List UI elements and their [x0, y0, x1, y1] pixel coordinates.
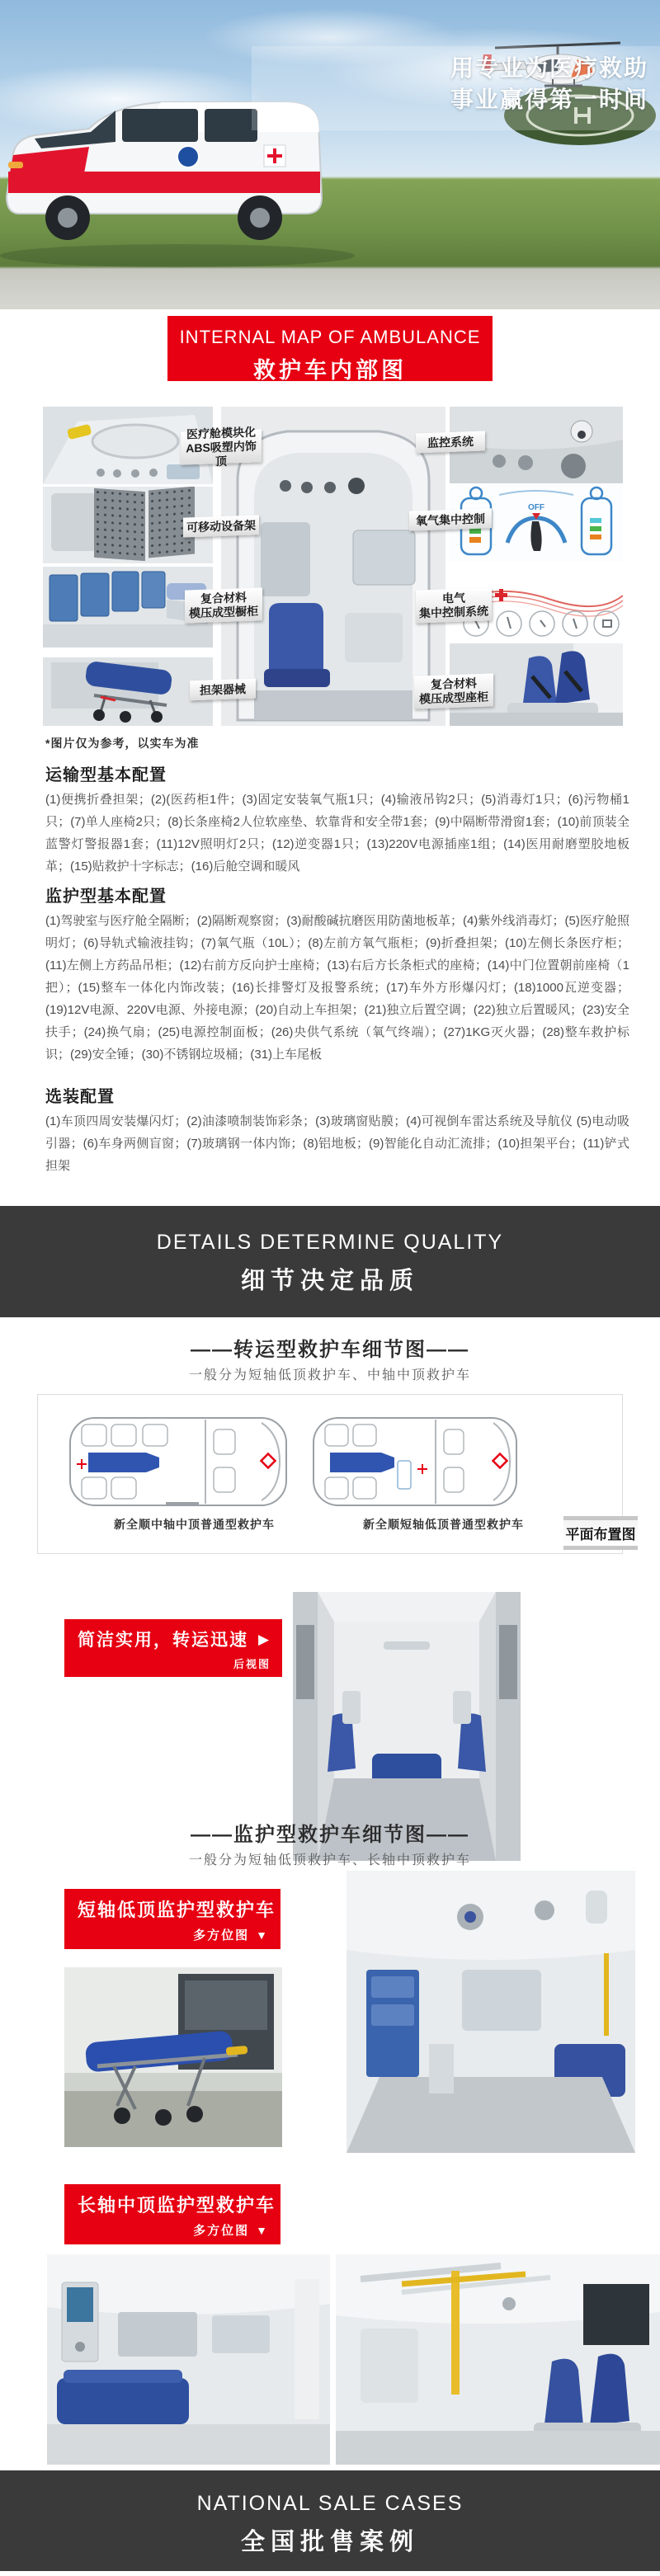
label-cabinet-line2: 模压成型橱柜: [189, 604, 258, 620]
diagram-label-ceiling: [181, 425, 262, 468]
floorplan-badge: 平面布置图: [563, 1516, 638, 1550]
sales-banner: [0, 2470, 660, 2571]
config-body-transport: (1)便携折叠担架；(2)(医药柜1件；(3)固定安装氧气瓶1只；(4)输液吊钩2只；(5)消毒灯1只；(6)污物桶1只；(7)单人座椅2只；(8)长条座椅2人位软座垫、软靠背和安全带1套；(9)中隔断带滑窗1套；(10)前顶装全蓝警灯警报器1套；(11)12V照明灯2只；(12)逆变器1只；(13)220V电源插座1组；(14)医用耐磨塑胶地板革；(15)贴救护十字标志；(16)后舱空调和暖风: [45, 793, 629, 874]
photo-short-axle-interior: [346, 1871, 635, 2153]
config-body-optional: (1)车顶四周安装爆闪灯；(2)油漆喷制装饰彩条；(3)玻璃窗贴膜；(4)可视倒车雷达系统及导航仪 (5)电动吸引器；(6)车身两侧盲窗；(7)玻璃钢一体内饰；(8)铝地板；(9)智能化自动汇流排；(10)担架平台；(11)铲式担架: [45, 1114, 629, 1173]
label-electric-line1: 电气: [442, 591, 465, 605]
floorplan-caption-right: 新全顺短轴低顶普通型救护车: [363, 1518, 524, 1531]
long-axle-ribbon-title: 长轴中顶监护型救护车: [78, 2195, 276, 2216]
label-seatcab-line1: 复合材料: [431, 676, 477, 691]
floorplan-van-mid-axle: [67, 1411, 290, 1512]
monitor-section-subtitle: 一般分为短轴低顶救护车、长轴中顶救护车: [188, 1853, 471, 1867]
diagram-label-stretcher: [190, 679, 256, 701]
label-electric-line2: 集中控制系统: [419, 604, 488, 620]
play-triangle-icon: ▶: [258, 1631, 271, 1647]
label-stretcher-text: 担架器械: [200, 681, 246, 697]
photo-loading-stretcher: [64, 1967, 282, 2147]
diagram-label-cabinet: [185, 587, 262, 623]
slogan-line-1: 用专业为医疗救助: [450, 55, 648, 81]
slogan-line-2: 事业赢得第一时间: [450, 87, 648, 112]
config-heading-optional: 选装配置: [45, 1088, 115, 1106]
internal-map-title-cn: 救护车内部图: [253, 358, 407, 383]
label-cabinet-line1: 复合材料: [200, 591, 247, 605]
label-rack-text: 可移动设备架: [186, 518, 256, 534]
transfer-ribbon: [64, 1619, 282, 1677]
photo-long-axle-interior-left: [47, 2254, 330, 2465]
short-axle-ribbon: [64, 1889, 299, 1949]
label-oxygen-text: 氧气集中控制: [416, 511, 485, 527]
photo-stretcher: [43, 657, 213, 726]
transfer-ribbon-title: 简洁实用，转运迅速: [78, 1631, 248, 1650]
diagram-label-monitor: [416, 431, 485, 454]
label-ceiling-line1: 医疗舱模块化: [186, 425, 256, 440]
long-axle-ribbon: [64, 2184, 299, 2244]
internal-map-title-en: INTERNAL MAP OF AMBULANCE: [179, 327, 481, 347]
diagram-label-oxygen: [409, 508, 492, 530]
label-monitor-text: 监控系统: [427, 434, 474, 450]
transfer-ribbon-tag: 后视图: [233, 1658, 271, 1670]
config-heading-monitor: 监护型基本配置: [45, 888, 167, 906]
triangle-down-icon: ▼: [256, 2223, 269, 2237]
short-axle-ribbon-title: 短轴低顶监护型救护车: [78, 1900, 276, 1920]
internal-map-banner: [167, 316, 493, 381]
diagram-label-rack: [183, 515, 259, 537]
play-triangle-icon: ▶: [285, 1901, 299, 1917]
sales-title-en: NATIONAL SALE CASES: [196, 2492, 464, 2515]
transfer-section-subtitle: 一般分为短轴低顶救护车、中轴中顶救护车: [188, 1368, 471, 1382]
details-title-cn: 细节决定品质: [240, 1268, 419, 1294]
rack-panel-left: [94, 488, 145, 561]
details-title-en: DETAILS DETERMINE QUALITY: [156, 1231, 504, 1254]
diagram-label-seat-cabinet: [414, 673, 493, 709]
floorplan-caption-left: 新全顺中轴中顶普通型救护车: [114, 1518, 275, 1531]
hero-slogan: [446, 53, 653, 115]
triangle-down-icon: ▼: [256, 1928, 269, 1942]
short-axle-ribbon-tag: 多方位图: [193, 1928, 250, 1943]
oxygen-off-text: OFF: [528, 503, 544, 512]
transfer-section-title: ——转运型救护车细节图——: [191, 1339, 469, 1361]
sales-title-cn: 全国批售案例: [240, 2529, 419, 2555]
hero-banner: [0, 0, 660, 309]
play-triangle-icon: ▶: [285, 2197, 299, 2212]
config-heading-transport: 运输型基本配置: [45, 766, 167, 784]
label-ceiling-line2: ABS吸塑内饰顶: [186, 439, 257, 468]
diagram-label-electric: [416, 587, 492, 623]
monitor-section-title: ——监护型救护车细节图——: [191, 1824, 469, 1846]
details-banner: [0, 1206, 660, 1317]
label-seatcab-line2: 模压成型座柜: [419, 690, 488, 706]
diagram-disclaimer: *图片仅为参考，以实车为准: [45, 737, 200, 750]
config-body-monitor: (1)驾驶室与医疗舱全隔断；(2)隔断观察窗；(3)耐酸碱抗磨医用防菌地板革；(4)紫外线消毒灯；(5)医疗舱照明灯；(6)导轨式输液挂钩；(7)氧气瓶（10L）；(8)左前方氧气瓶柜；(9)折叠担架；(10)左侧长条医疗柜；(11)左侧上方药品吊柜；(12)右前方反向护士座椅；(13)右后方长条柜式的座椅；(14)中门位置朝前座椅（1把）；(15)整车一体化内饰改装；(16)长排警灯及报警系统；(17)车外方形爆闪灯；(18)1000瓦逆变器；(19)12V电源、220V电源、外接电源；(20)自动上车担架；(21)独立后置空调；(22)独立后置暖风；(23)安全扶手；(24)换气扇；(25)电源控制面板；(26)央供气系统（氧气终端）；(27)1KG灭火器；(28)整车救护标识；(29)安全锤；(30)不锈钢垃圾桶；(31)上车尾板: [45, 914, 629, 1062]
floorplan-van-short-axle: [310, 1411, 521, 1512]
photo-long-axle-interior-right: [336, 2254, 660, 2465]
long-axle-ribbon-tag: 多方位图: [193, 2224, 250, 2238]
